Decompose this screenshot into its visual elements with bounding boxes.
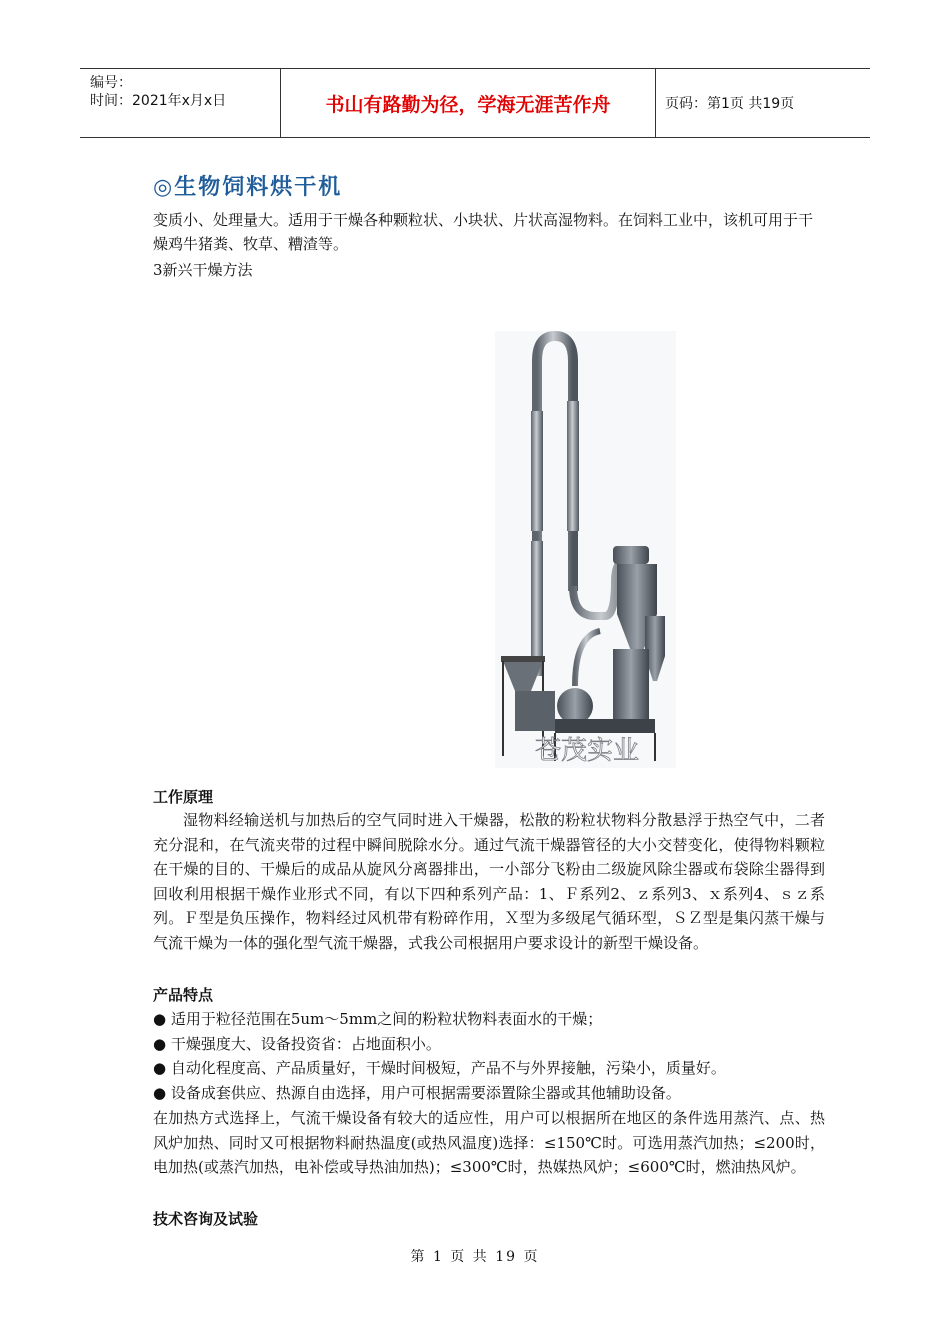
header-motto: 书山有路勤为径，学海无涯苦作舟 [280, 69, 656, 137]
number-label: 编号： [90, 75, 132, 91]
section-title: ◎生物饲料烘干机 [153, 175, 343, 200]
list-item: ● 适用于粒径范围在5um～5mm之间的粉粒状物料表面水的干燥； [153, 1010, 603, 1028]
header-table [80, 68, 870, 138]
list-item: ● 自动化程度高、产品质量好，干燥时间极短，产品不与外界接触，污染小，质量好。 [153, 1059, 726, 1077]
header-page-info: 页码：第1页 共19页 [665, 96, 795, 112]
features-list [153, 1007, 825, 1105]
dryer-photo [495, 331, 676, 768]
working-principle-text: 湿物料经输送机与加热后的空气同时进入干燥器，松散的粉粒状物料分散悬浮于热空气中，二者充分混和，在气流夹带的过程中瞬间脱除水分。通过气流干燥器管径的大小交替变化，使得物料颗粒在干燥的目的、干燥后的成品从旋风分离器排出，一小部分飞粉由二级旋风除尘器或布袋除尘器得到回收利用根据干燥作业形式不同，有以下四种系列产品：1、Ｆ系列2、ｚ系列3、ｘ系列4、ｓｚ系列。Ｆ型是负压操作，物料经过风机带有粉碎作用，Ｘ型为多级尾气循环型，ＳＺ型是集闪蒸干燥与气流干燥为一体的强化型气流干燥器，式我公司根据用户要求设计的新型干燥设备。 [153, 811, 825, 952]
flash-dryer-illustration [495, 331, 676, 768]
intro-paragraph: 变质小、处理量大。适用于干燥各种颗粒状、小块状、片状高湿物料。在饲料工业中，该机可用于干燥鸡牛猪粪、牧草、糟渣等。 [153, 211, 814, 253]
features-heading: 产品特点 [153, 986, 214, 1004]
consult-heading: 技术咨询及试验 [153, 1210, 259, 1228]
working-principle-heading: 工作原理 [153, 788, 214, 806]
subheading-new-methods: 3新兴干燥方法 [153, 261, 253, 279]
heating-text: 在加热方式选择上，气流干燥设备有较大的适应性，用户可以根据所在地区的条件选用蒸汽、点、热风炉加热、同时又可根据物料耐热温度(或热风温度)选择：≤150℃时。可选用蒸汽加热；≤200时，电加热(或蒸汽加热，电补偿或导热油加热)；≤300℃时，热媒热风炉；≤600℃时，燃油热风炉。 [153, 1109, 825, 1177]
header-meta [80, 69, 280, 137]
list-item: ● 设备成套供应、热源自由选择，用户可根据需要添置除尘器或其他辅助设备。 [153, 1083, 681, 1102]
list-item: ● 干燥强度大、设备投资省：占地面积小。 [153, 1034, 441, 1053]
page-footer: 第 1 页 共 19 页 [410, 1249, 540, 1265]
date-line: 时间：2021年x月x日 [90, 93, 227, 109]
photo-watermark: 苍茂实业 [534, 736, 640, 766]
